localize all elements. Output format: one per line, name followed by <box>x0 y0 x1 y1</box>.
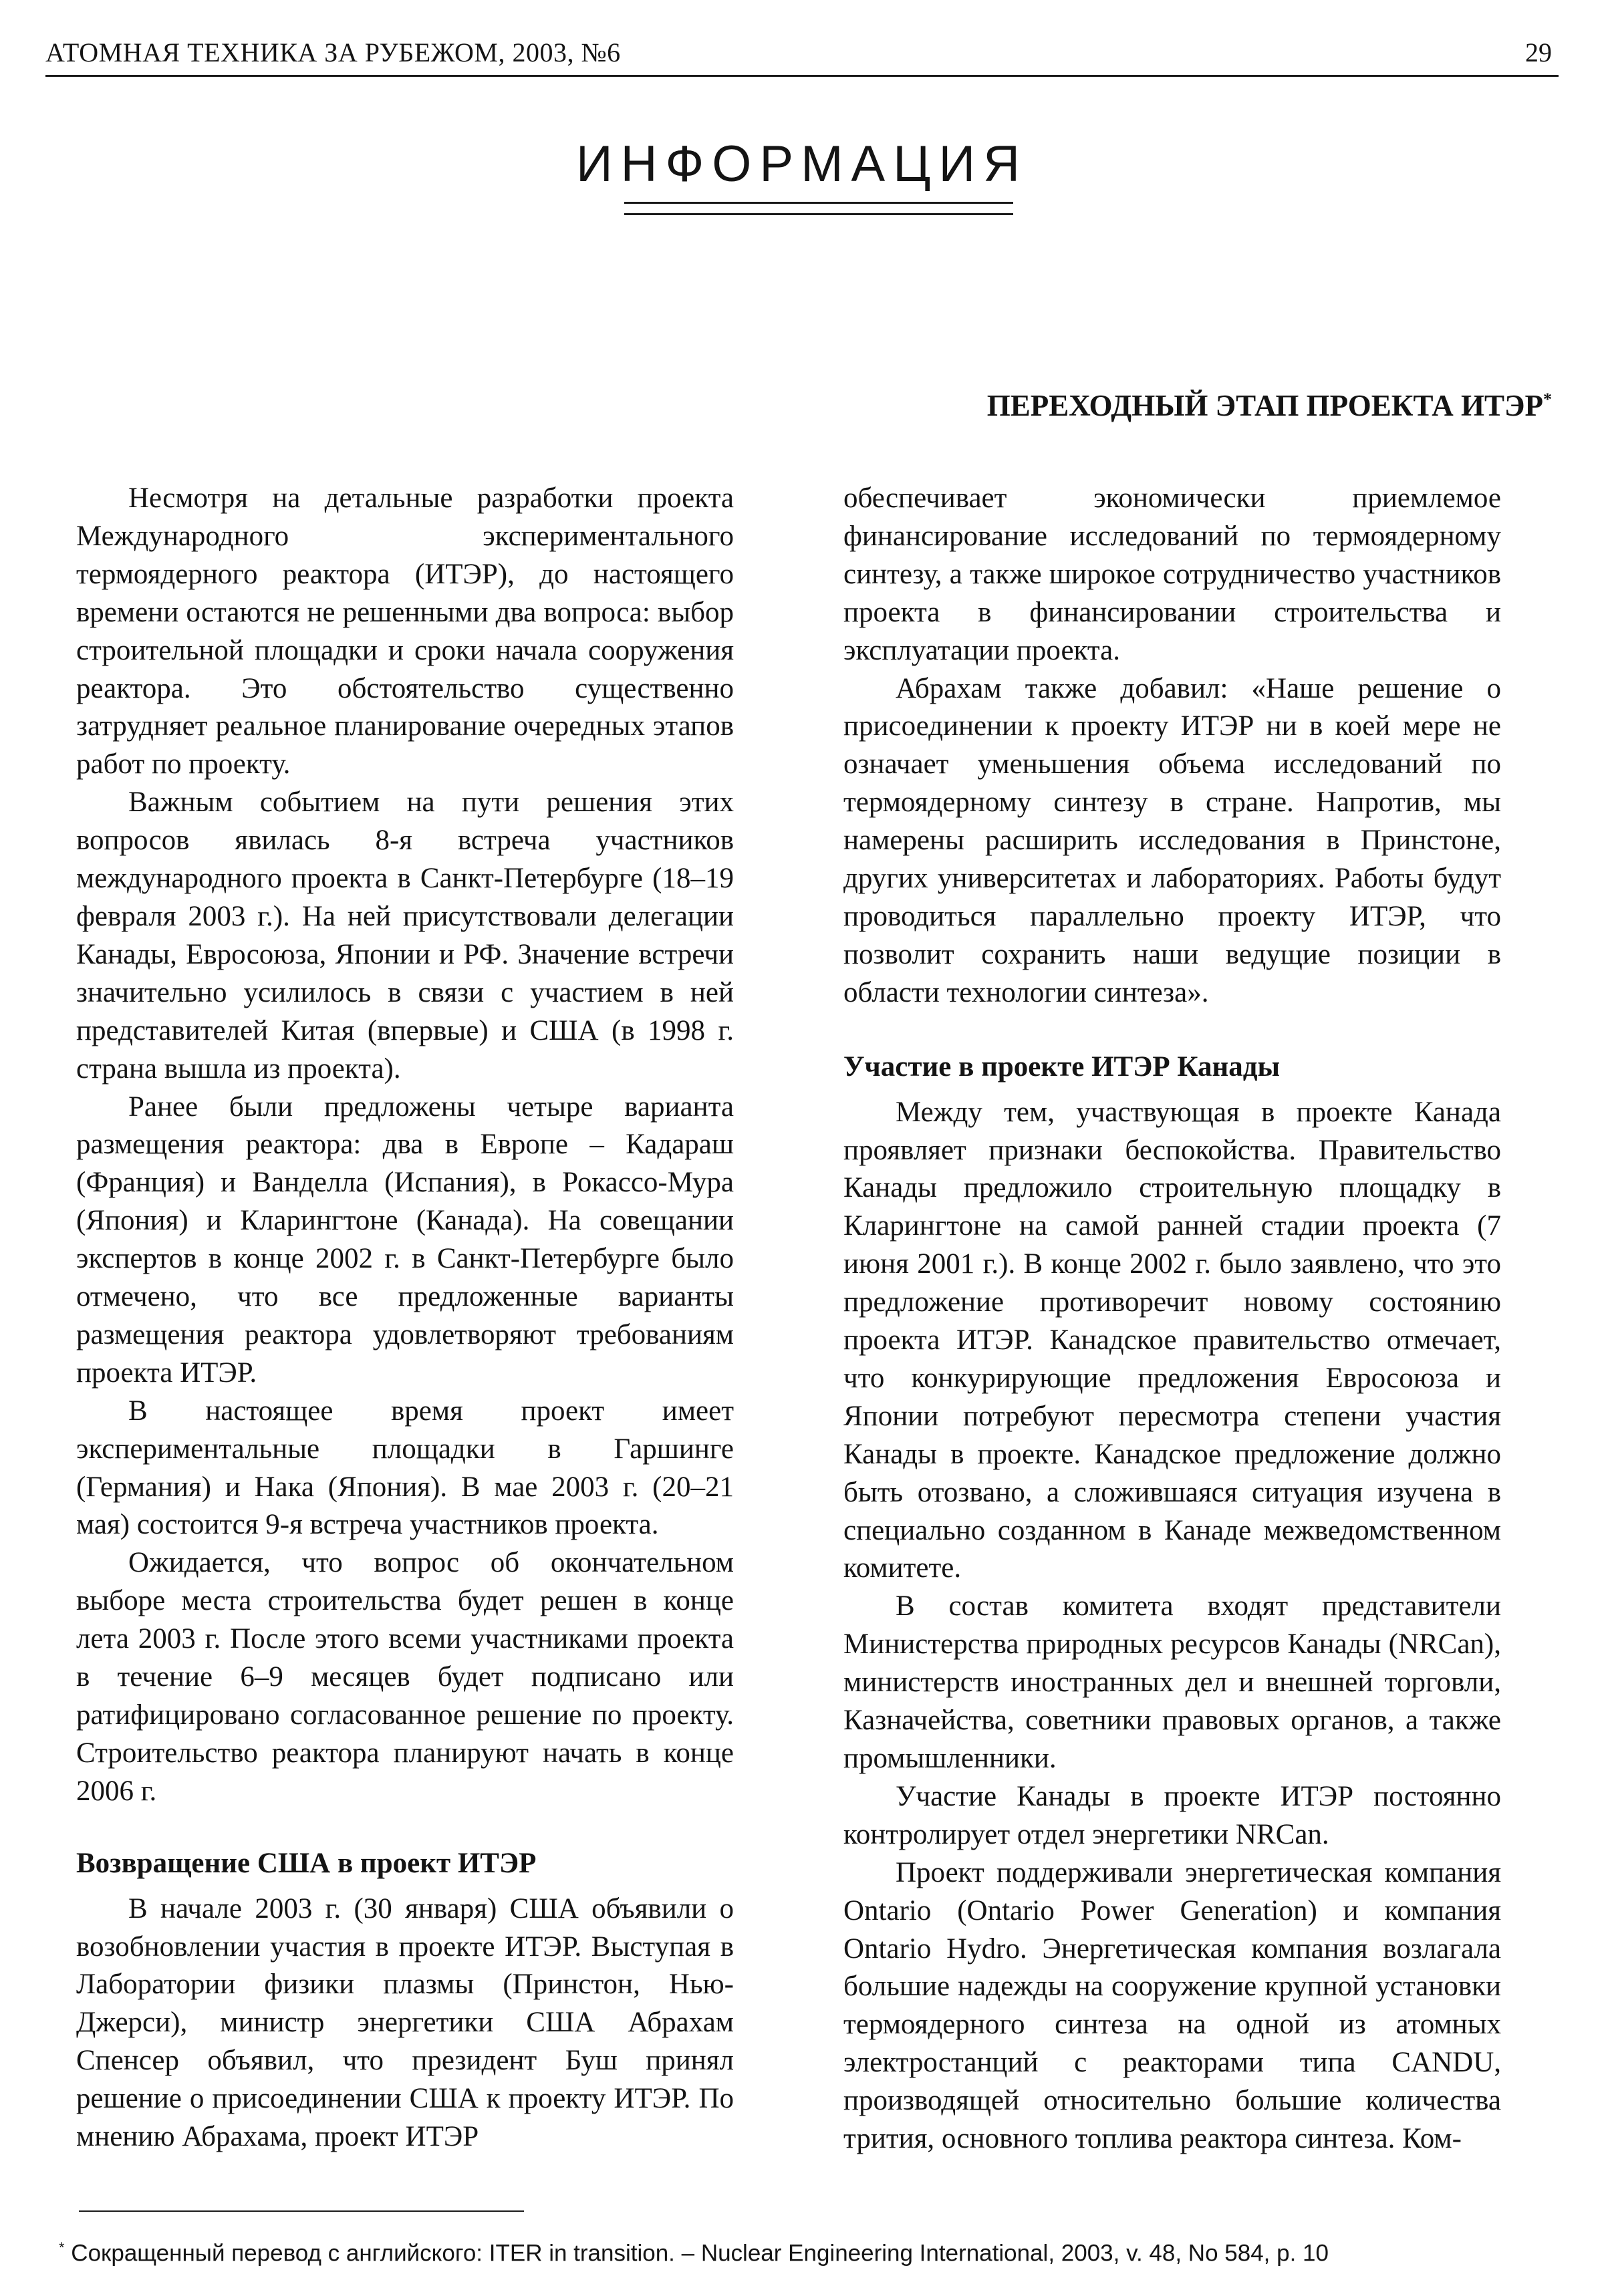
section-title: ИНФОРМАЦИЯ <box>576 136 1028 192</box>
footnote-rule <box>79 2210 524 2212</box>
paragraph: В начале 2003 г. (30 января) США объявили о возобновлении участия в проекте ИТЭР. Выступая в Лаборатории физики плазмы (Принстон, Нью-Джерси), министр энергетики США Абрахам Спенсер объявил, что президент Буш принял решение о присоединении США к проекту ИТЭР. По мнению Абрахама, проект ИТЭР <box>76 1892 734 2153</box>
running-header <box>45 31 1559 77</box>
footnote-marker: * <box>59 2239 65 2256</box>
footnote <box>59 2229 1569 2273</box>
paragraph: В состав комитета входят представители Министерства природных ресурсов Канады (NRCan), министерств иностранных дел и внешней торговли, Казначейства, советники правовых органов, а также промышленники. <box>843 1590 1501 1774</box>
footnote-marker: * <box>1543 390 1552 409</box>
paragraph: Абрахам также добавил: «Наше решение о присоединении к проекту ИТЭР ни в коей мере не означает уменьшения объема исследований по термоядерному синтезу в стране. Напротив, мы намерены расширить исследования в Принстоне, других университетах и лабораториях. Работы будут проводиться параллельно проекту ИТЭР, что позволит сохранить наши ведущие позиции в области технологии синтеза». <box>843 672 1501 1008</box>
right-column <box>843 480 1501 2158</box>
paragraph: Ожидается, что вопрос об окончательном выборе места строительства будет решен в конце лета 2003 г. После этого всеми участниками проекта в течение 6–9 месяцев будет подписано или ратифицировано согласованное решение по проекту. Строительство реактора планируют начать в конце 2006 г. <box>76 1547 734 1807</box>
subheading-usa-return: Возвращение США в проект ИТЭР <box>76 1847 537 1879</box>
section-title-double-rule <box>624 202 1013 215</box>
left-column <box>76 480 734 2156</box>
paragraph: Ранее были предложены четыре варианта размещения реактора: два в Европе – Кадараш (Франция) и Ванделла (Испания), в Рокассо-Мура (Япония) и Кларингтоне (Канада). На совещании экспертов в конце 2002 г. в Санкт-Петербурге было отмечено, что все предложенные варианты размещения реактора удовлетворяют требованиям проекта ИТЭР. <box>76 1091 734 1389</box>
paragraph: Несмотря на детальные разработки проекта Международного экспериментального термоядерного реактора (ИТЭР), до настоящего времени остаются не решенными два вопроса: выбор строительной площадки и сроки начала сооружения реактора. Это обстоятельство существенно затрудняет реальное планирование очередных этапов работ по проекту. <box>76 482 734 780</box>
paragraph: Проект поддерживали энергетическая компания Ontario (Ontario Power Generation) и компания Ontario Hydro. Энергетическая компания возлагала большие надежды на сооружение крупной установки термоядерного синтеза на одной из атомных электростанций с реакторами типа CANDU, производящей относительно большие количества трития, основного топлива реактора синтеза. Ком- <box>843 1856 1501 2155</box>
article-title-text: ПЕРЕХОДНЫЙ ЭТАП ПРОЕКТА ИТЭР <box>986 389 1543 422</box>
paragraph: Между тем, участвующая в проекте Канада проявляет признаки беспокойства. Правительство Канады предложило строительную площадку в Кларингтоне на самой ранней стадии проекта (7 июня 2001 г.). В конце 2002 г. было заявлено, что это предложение противоречит новому состоянию проекта ИТЭР. Канадское правительство отмечает, что конкурирующие предложения Евросоюза и Японии потребуют пересмотра степени участия Канады в проекте. Канадское предложение должно быть отозвано, а сложившаяся ситуация изучена в специально созданном в Канаде межведомственном комитете. <box>843 1096 1501 1584</box>
subheading-canada: Участие в проекте ИТЭР Канады <box>843 1050 1281 1083</box>
paragraph-continuation: обеспечивает экономически приемлемое финансирование исследований по термоядерному синтезу, а также широкое сотрудничество участников проекта в финансировании строительства и эксплуатации проекта. <box>843 482 1501 666</box>
footnote-text: Сокращенный перевод с английского: ITER in transition. – Nuclear Engineering International, 2003, v. 48, No 584, p. 10 <box>71 2240 1329 2267</box>
article-title <box>987 373 1552 432</box>
journal-title: АТОМНАЯ ТЕХНИКА ЗА РУБЕЖОМ, 2003, №6 <box>45 37 621 67</box>
page-number: 29 <box>1525 37 1552 67</box>
paragraph: В настоящее время проект имеет экспериментальные площадки в Гаршинге (Германия) и Нака (Япония). В мае 2003 г. (20–21 мая) состоится 9-я встреча участников проекта. <box>76 1395 734 1541</box>
paragraph: Важным событием на пути решения этих вопросов явилась 8-я встреча участников международного проекта в Санкт-Петербурге (18–19 февраля 2003 г.). На ней присутствовали делегации Канады, Евросоюза, Японии и РФ. Значение встречи значительно усилилось в связи с участием в ней представителей Китая (впервые) и США (в 1998 г. страна вышла из проекта). <box>76 786 734 1085</box>
paragraph: Участие Канады в проекте ИТЭР постоянно контролирует отдел энергетики NRCan. <box>843 1780 1501 1850</box>
